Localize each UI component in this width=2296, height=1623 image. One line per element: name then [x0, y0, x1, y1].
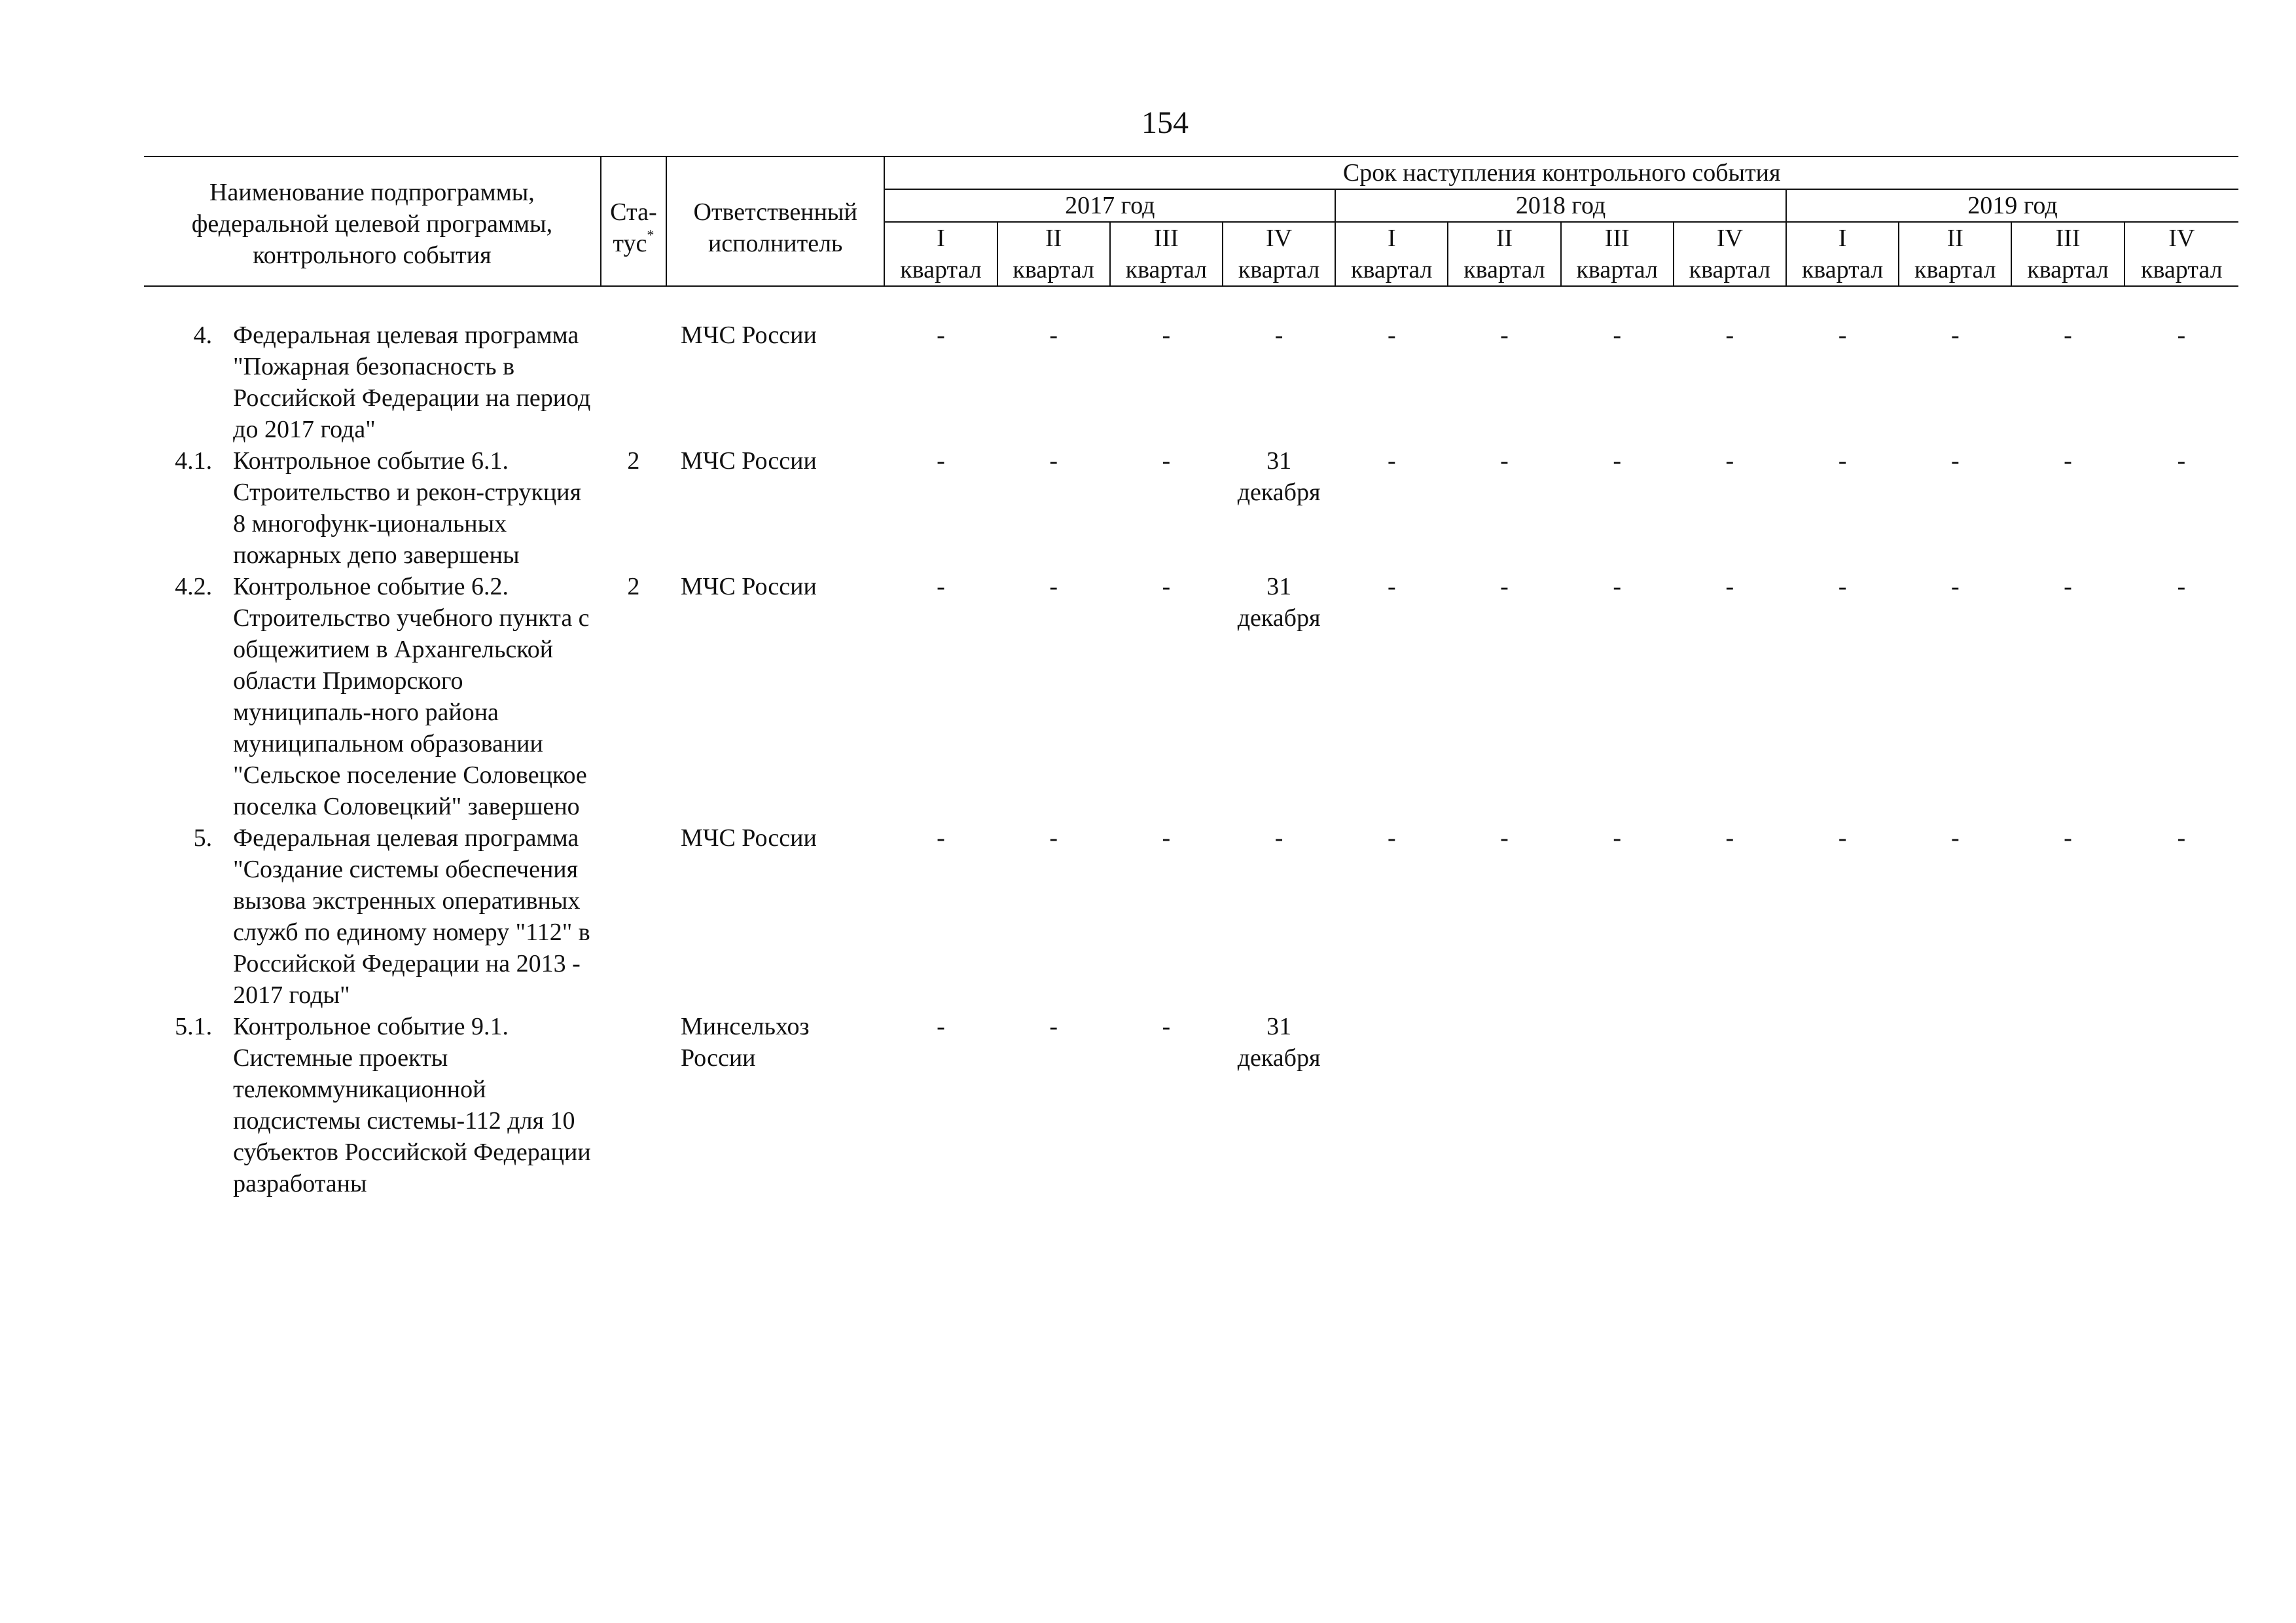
row-quarter-10-value: -: [1950, 824, 1960, 852]
page-number: 154: [1141, 105, 1189, 140]
header-quarter-8-numeral: IV: [1674, 222, 1786, 254]
row-responsible: МЧС России: [680, 321, 817, 349]
row-quarter-2-value: -: [1049, 573, 1058, 600]
row-quarter-12-value: [2125, 1011, 2238, 1199]
row-number: 5.: [193, 824, 213, 852]
table-row: [144, 1011, 2238, 1199]
row-quarter-11-value: -: [2064, 447, 2072, 475]
header-quarter-6-numeral: II: [1448, 222, 1560, 254]
row-name: Контрольное событие 6.1. Строительство и рекон-струкция 8 многофунк-циональных пожарных депо завершены: [233, 447, 582, 569]
row-quarter-7-value: -: [1613, 573, 1621, 600]
row-quarter-8-value: -: [1725, 824, 1734, 852]
body-spacer: [144, 286, 2238, 319]
row-quarter-5-value: -: [1387, 321, 1396, 349]
header-quarter-12-numeral: IV: [2168, 225, 2195, 252]
header-year-2019: 2019 год: [1786, 189, 2238, 222]
row-status: [601, 1011, 666, 1199]
row-quarter-9-value: -: [1838, 447, 1847, 475]
table-row: [144, 445, 2238, 571]
row-number: 5.1.: [175, 1013, 213, 1040]
row-quarter-6-value: -: [1500, 447, 1509, 475]
row-quarter-12-value: -: [2177, 573, 2186, 600]
row-quarter-6-value: [1448, 1011, 1560, 1199]
header-quarter-1-label: квартал: [884, 254, 997, 286]
header-responsible-text: Ответственный исполнитель: [693, 198, 857, 257]
header-quarter-1-numeral: I: [884, 222, 997, 254]
row-quarter-3-value: -: [1162, 321, 1171, 349]
row-quarter-3-value: -: [1162, 447, 1171, 475]
header-quarter-12-label: квартал: [2125, 254, 2238, 286]
table-body: [144, 286, 2238, 1199]
row-quarter-8-value: [1674, 1011, 1786, 1199]
table-row: [144, 822, 2238, 1011]
row-number: 4.1.: [175, 447, 213, 475]
header-quarter-5-label: квартал: [1335, 254, 1448, 286]
header-quarter-3-label: квартал: [1110, 254, 1223, 286]
row-number: 4.: [193, 321, 213, 349]
row-responsible: МЧС России: [680, 824, 817, 852]
header-status-line1: Ста-: [610, 198, 657, 226]
row-quarter-7-value: [1561, 1011, 1674, 1199]
row-quarter-3-value: -: [1162, 1013, 1171, 1040]
row-number: 4.2.: [175, 573, 213, 600]
row-name: Федеральная целевая программа "Создание системы обеспечения вызова экстренных оперативных служб по единому номеру "112" в Российской Федерации на 2013 - 2017 годы": [233, 824, 590, 1009]
table-header: [144, 156, 2238, 286]
header-quarter-9-numeral: I: [1786, 222, 1899, 254]
row-quarter-5-value: -: [1387, 573, 1396, 600]
row-quarter-10-value: -: [1950, 321, 1960, 349]
header-period: [884, 156, 2238, 189]
row-responsible: МЧС России: [680, 447, 817, 475]
row-name: Контрольное событие 6.2. Строительство учебного пункта с общежитием в Архангельской области Приморского муниципаль-ного района муниципальном образовании "Сельское поселение Соловецкое поселка Соловецкий" завершено: [233, 573, 590, 820]
header-quarter-3-numeral: III: [1110, 222, 1223, 254]
row-quarter-10-value: [1899, 1011, 2011, 1199]
row-quarter-3-value: -: [1162, 824, 1171, 852]
row-status: 2: [627, 573, 640, 600]
status-footnote-mark: *: [647, 227, 655, 243]
header-quarter-8-label: квартал: [1674, 254, 1786, 286]
header-responsible: [666, 156, 884, 286]
header-quarter-10-label: квартал: [1899, 254, 2011, 286]
row-quarter-12-value: -: [2177, 824, 2186, 852]
row-quarter-7-value: -: [1613, 824, 1621, 852]
row-quarter-6-value: -: [1500, 824, 1509, 852]
row-quarter-9-value: -: [1838, 573, 1847, 600]
row-quarter-4-value: 31 декабря: [1237, 1013, 1321, 1072]
row-quarter-11-value: [2011, 1011, 2124, 1199]
row-quarter-5-value: -: [1387, 824, 1396, 852]
row-name: Федеральная целевая программа "Пожарная безопасность в Российской Федерации на период до 2017 года": [233, 321, 591, 443]
row-responsible: Минсельхоз России: [680, 1013, 810, 1072]
row-quarter-7-value: -: [1613, 447, 1621, 475]
row-quarter-9-value: [1786, 1011, 1899, 1199]
row-quarter-2-value: -: [1049, 447, 1058, 475]
header-quarter-11-numeral: III: [2011, 222, 2124, 254]
row-status: [601, 822, 666, 1011]
row-quarter-1-value: -: [937, 824, 945, 852]
row-quarter-10-value: -: [1950, 447, 1960, 475]
header-quarter-9-label: квартал: [1786, 254, 1899, 286]
row-quarter-10-value: -: [1950, 573, 1960, 600]
header-year-2018: 2018 год: [1335, 189, 1786, 222]
header-quarter-7-numeral: III: [1561, 222, 1674, 254]
row-quarter-1-value: -: [937, 1013, 945, 1040]
row-quarter-1-value: -: [937, 573, 945, 600]
row-quarter-8-value: -: [1725, 447, 1734, 475]
row-quarter-3-value: -: [1162, 573, 1171, 600]
row-quarter-8-value: -: [1725, 321, 1734, 349]
row-quarter-1-value: -: [937, 321, 945, 349]
header-status: [601, 156, 666, 286]
row-quarter-9-value: -: [1838, 321, 1847, 349]
row-quarter-2-value: -: [1049, 1013, 1058, 1040]
row-quarter-5-value: [1335, 1011, 1448, 1199]
row-quarter-9-value: -: [1838, 824, 1847, 852]
header-period-text: Срок наступления контрольного события: [1342, 159, 1781, 187]
header-name-text: Наименование подпрограммы, федеральной целевой программы, контрольного события: [191, 179, 553, 269]
header-quarter-4-numeral: IV: [1223, 222, 1335, 254]
row-quarter-11-value: -: [2064, 573, 2072, 600]
table-row: [144, 319, 2238, 445]
row-quarter-4-value: 31 декабря: [1237, 447, 1321, 506]
row-quarter-5-value: -: [1387, 447, 1396, 475]
row-quarter-6-value: -: [1500, 573, 1509, 600]
row-quarter-11-value: -: [2064, 824, 2072, 852]
row-quarter-12-value: -: [2177, 321, 2186, 349]
header-quarter-5-numeral: I: [1335, 222, 1448, 254]
row-status: [601, 319, 666, 445]
row-status: 2: [627, 447, 640, 475]
row-quarter-4-value: -: [1274, 824, 1283, 852]
header-quarter-2-label: квартал: [997, 254, 1110, 286]
row-quarter-1-value: -: [937, 447, 945, 475]
row-responsible: МЧС России: [680, 573, 817, 600]
row-quarter-7-value: -: [1613, 321, 1621, 349]
header-quarter-7-label: квартал: [1561, 254, 1674, 286]
row-quarter-12-value: -: [2177, 447, 2186, 475]
header-quarter-4-label: квартал: [1223, 254, 1335, 286]
header-quarter-10-numeral: II: [1899, 222, 2011, 254]
row-quarter-2-value: -: [1049, 321, 1058, 349]
table-row: [144, 571, 2238, 822]
header-name: [144, 156, 601, 286]
header-quarter-11-label: квартал: [2011, 254, 2124, 286]
row-quarter-2-value: -: [1049, 824, 1058, 852]
row-quarter-6-value: -: [1500, 321, 1509, 349]
header-quarter-2-numeral: II: [997, 222, 1110, 254]
control-events-table: [144, 156, 2238, 1199]
header-status-line2: тус: [613, 230, 647, 257]
row-quarter-8-value: -: [1725, 573, 1734, 600]
header-year-2017: 2017 год: [884, 189, 1335, 222]
row-quarter-11-value: -: [2064, 321, 2072, 349]
row-name: Контрольное событие 9.1. Системные проекты телекоммуникационной подсистемы системы-112 для 10 субъектов Российской Федерации разработаны: [233, 1013, 591, 1197]
row-quarter-4-value: -: [1274, 321, 1283, 349]
row-quarter-4-value: 31 декабря: [1237, 573, 1321, 632]
header-quarter-6-label: квартал: [1448, 254, 1560, 286]
